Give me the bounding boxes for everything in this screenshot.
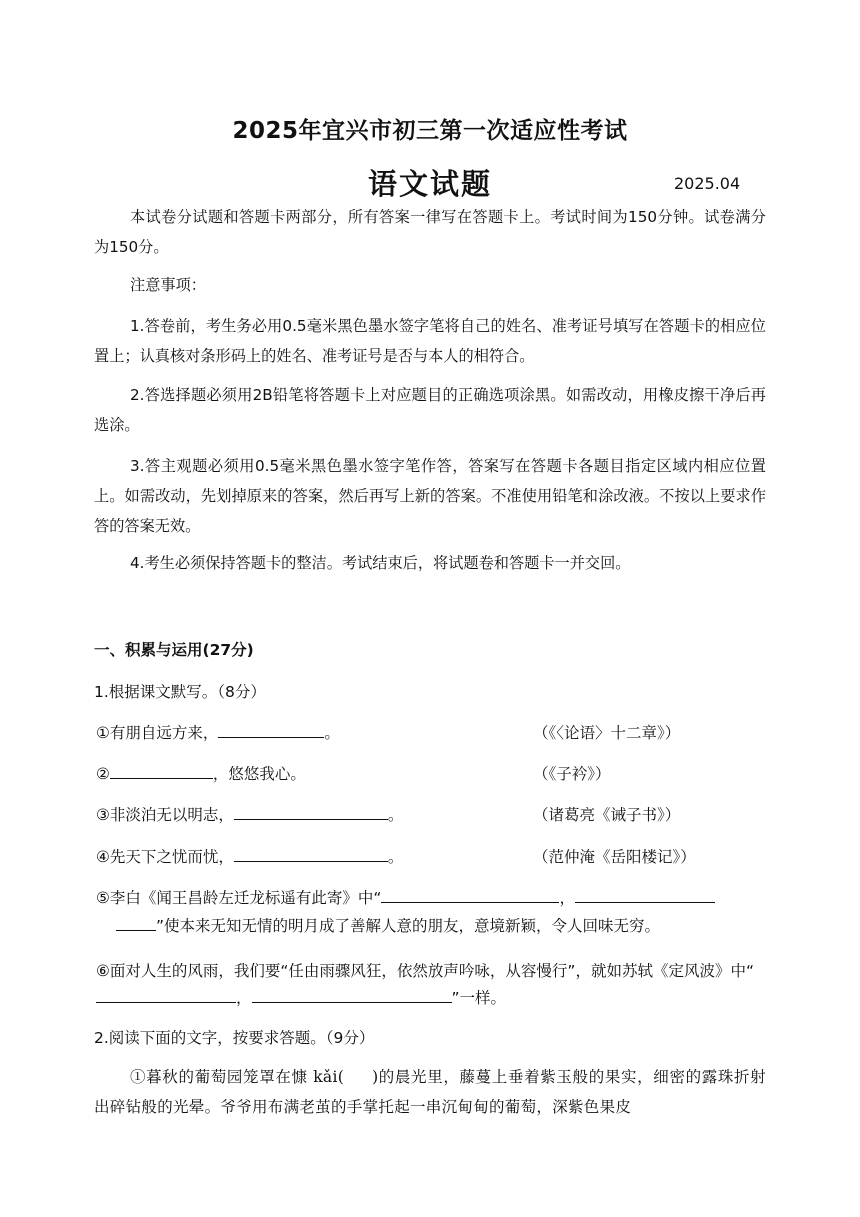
passage-start: ①暮秋的葡萄园笼罩在慷 kǎi(: [130, 1068, 345, 1086]
answer-blank: [110, 764, 213, 779]
answer-blank: [96, 988, 236, 1003]
answer-blank: [575, 888, 715, 903]
dictation-item-4: [96, 845, 403, 867]
item-1-prefix: ①有朋自远方来，: [96, 724, 219, 742]
item-6-suffix: ”一样。: [451, 989, 507, 1007]
item-5-suffix: ”使本来无知无情的明月成了善解人意的朋友，意境新颖，令人回味无穷。: [156, 917, 661, 935]
dictation-item-3: [96, 803, 403, 825]
dictation-item-2: [96, 762, 306, 784]
item-4-suffix: 。: [387, 848, 404, 866]
item-3-suffix: 。: [387, 806, 404, 824]
notes-heading: 注意事项：: [130, 276, 206, 294]
item-5-prefix: ⑤李白《闻王昌龄左迁龙标遥有此寄》中“: [96, 889, 382, 907]
dictation-item-5-line-1: [96, 886, 715, 908]
item-6-prefix: ⑥面对人生的风雨，我们要“任由雨骤风狂，依然放声吟咏，从容慢行”，就如苏轼《定风波》中“: [96, 962, 754, 980]
question-1-label: 1.根据课文默写。（8分）: [94, 683, 266, 701]
note-1: 1.答卷前，考生务必用0.5毫米黑色墨水签字笔将自己的姓名、准考证号填写在答题卡的相应位置上；认真核对条形码上的姓名、准考证号是否与本人的相符合。: [94, 317, 766, 365]
answer-blank: [381, 888, 559, 903]
note-2: 2.答选择题必须用2B铅笔将答题卡上对应题目的正确选项涂黑。如需改动，用橡皮擦干净后再选涂。: [94, 386, 766, 434]
item-2-source: （《子衿》）: [533, 765, 611, 783]
intro-paragraph: 本试卷分试题和答题卡两部分，所有答案一律写在答题卡上。考试时间为150分钟。试卷满分为150分。: [94, 208, 766, 256]
item-4-source: （范仲淹《岳阳楼记》）: [533, 848, 696, 866]
item-5-comma: ，: [559, 889, 575, 907]
note-3: 3.答主观题必须用0.5毫米黑色墨水签字笔作答，答案写在答题卡各题目指定区域内相应位置上。如需改动，先划掉原来的答案，然后再写上新的答案。不准使用铅笔和涂改液。不按以上要求作答的答案无效。: [94, 457, 766, 535]
item-1-source: （《〈论语〉十二章》）: [533, 724, 681, 742]
item-2-suffix: ，悠悠我心。: [212, 765, 306, 783]
exam-subtitle: 语文试题: [367, 167, 492, 201]
answer-blank: [218, 723, 324, 738]
item-3-source: （诸葛亮《诫子书》）: [533, 806, 681, 824]
note-4: 4.考生必须保持答题卡的整洁。考试结束后，将试题卷和答题卡一并交回。: [130, 554, 631, 572]
item-2-prefix: ②: [96, 765, 110, 783]
exam-date: 2025.04: [674, 174, 741, 193]
answer-blank: [234, 847, 388, 862]
dictation-item-5-line-2: [116, 914, 660, 936]
item-1-suffix: 。: [324, 724, 340, 742]
exam-title: 2025年宜兴市初三第一次适应性考试: [232, 118, 628, 144]
answer-blank: [116, 916, 156, 931]
dictation-item-1: [96, 721, 340, 743]
answer-blank: [252, 988, 452, 1003]
passage-continue: )的晨光里，藤蔓上垂着紫玉般的果实，细密的露珠折射出碎钻般的光晕。爷爷用布满老茧的手掌托起一串沉甸甸的葡萄，深紫色果皮: [94, 1068, 766, 1116]
reading-passage: [94, 1062, 766, 1122]
question-2-label: 2.阅读下面的文字，按要求答题。（9分）: [94, 1029, 375, 1047]
answer-blank: [234, 805, 388, 820]
item-4-prefix: ④先天下之忧而忧，: [96, 848, 234, 866]
item-3-prefix: ③非淡泊无以明志，: [96, 806, 234, 824]
item-6-comma: ，: [236, 989, 252, 1007]
dictation-item-6: [96, 956, 766, 1008]
section-heading: 一、积累与运用(27分): [94, 641, 254, 659]
